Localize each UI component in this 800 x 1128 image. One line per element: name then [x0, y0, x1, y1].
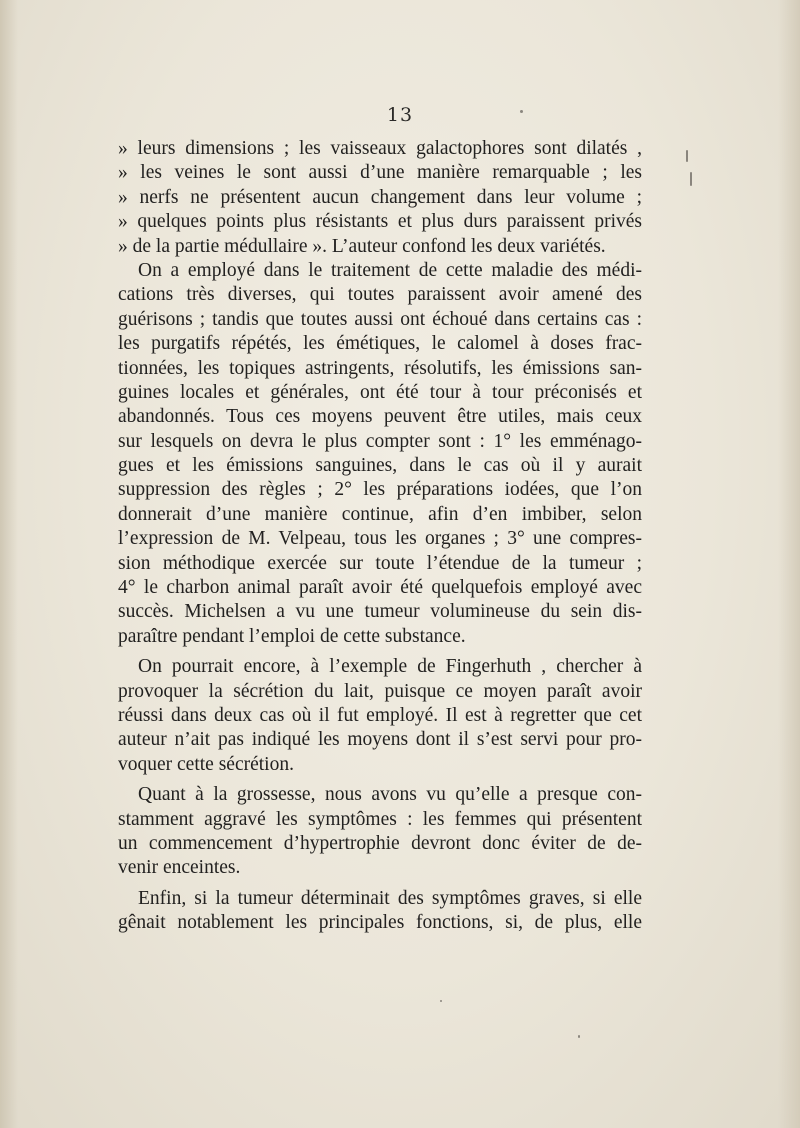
text-line: On pourrait encore, à l’exemple de Fingerhuth , chercher à [138, 656, 642, 678]
paragraph-quote [118, 137, 642, 259]
text-line: provoquer la sécrétion du lait, puisque ce moyen paraît avoir [118, 680, 642, 702]
page-number: 13 [386, 104, 414, 126]
text-line: gues et les émissions sanguines, dans le cas où il y aurait [118, 455, 642, 477]
text-line: auteur n’ait pas indiqué les moyens dont il s’est servi pour pro- [118, 729, 642, 751]
paragraph-lactation [118, 655, 642, 777]
text-line: 4° le charbon animal paraît avoir été quelquefois employé avec [118, 577, 642, 599]
text-line: abandonnés. Tous ces moyens peuvent être utiles, mais ceux [118, 406, 642, 428]
text-line: cations très diverses, qui toutes paraissent avoir amené des [118, 284, 642, 306]
text-line: sion méthodique exercée sur toute l’étendue de la tumeur ; [118, 552, 642, 574]
paper-speck [686, 150, 688, 162]
text-line: l’expression de M. Velpeau, tous les organes ; 3° une compres- [118, 528, 642, 550]
text-line: venir enceintes. [118, 857, 241, 879]
page-edge-shadow-right [778, 0, 800, 1128]
text-line: Enfin, si la tumeur déterminait des symptômes graves, si elle [138, 887, 642, 909]
text-line: On a employé dans le traitement de cette maladie des médi- [138, 259, 642, 281]
text-line: un commencement d’hypertrophie devront donc éviter de de- [118, 832, 642, 854]
paper-speck [690, 172, 692, 186]
page-edge-shadow-left [0, 0, 18, 1128]
paper-speck [440, 1000, 442, 1002]
text-line: » nerfs ne présentent aucun changement dans leur volume ; [118, 186, 642, 208]
text-line: sur lesquels on devra le plus compter sont : 1° les emménago- [118, 430, 642, 452]
text-line: Quant à la grossesse, nous avons vu qu’elle a presque con- [138, 784, 642, 806]
text-line: succès. Michelsen a vu une tumeur volumineuse du sein dis- [118, 601, 642, 623]
paragraph-treatments [118, 259, 642, 649]
text-line: » quelques points plus résistants et plus durs paraissent privés [118, 211, 642, 233]
text-line: guines locales et générales, ont été tour à tour préconisés et [118, 381, 642, 403]
text-line: donnerait d’une manière continue, afin d’en imbiber, selon [118, 503, 642, 525]
body-text [118, 137, 642, 936]
text-line: les purgatifs répétés, les émétiques, le calomel à doses frac- [118, 333, 642, 355]
text-line: voquer cette sécrétion. [118, 753, 294, 775]
text-line: guérisons ; tandis que toutes aussi ont échoué dans certains cas : [118, 308, 642, 330]
text-line: suppression des règles ; 2° les préparations iodées, que l’on [118, 479, 642, 501]
text-line: paraître pendant l’emploi de cette substance. [118, 625, 466, 647]
text-line: stamment aggravé les symptômes : les femmes qui présentent [118, 808, 642, 830]
text-line: tionnées, les topiques astringents, résolutifs, les émissions san- [118, 357, 642, 379]
paper-speck [578, 1035, 580, 1038]
paragraph-pregnancy [118, 783, 642, 881]
text-line: » de la partie médullaire ». L’auteur confond les deux variétés. [118, 235, 606, 257]
text-line: gênait notablement les principales fonctions, si, de plus, elle [118, 912, 642, 934]
paragraph-final [118, 887, 642, 936]
text-line: » les veines le sont aussi d’une manière remarquable ; les [118, 162, 642, 184]
text-line: réussi dans deux cas où il fut employé. Il est à regretter que cet [118, 704, 642, 726]
text-line: » leurs dimensions ; les vaisseaux galactophores sont dilatés , [118, 138, 642, 159]
paper-speck [520, 110, 523, 113]
